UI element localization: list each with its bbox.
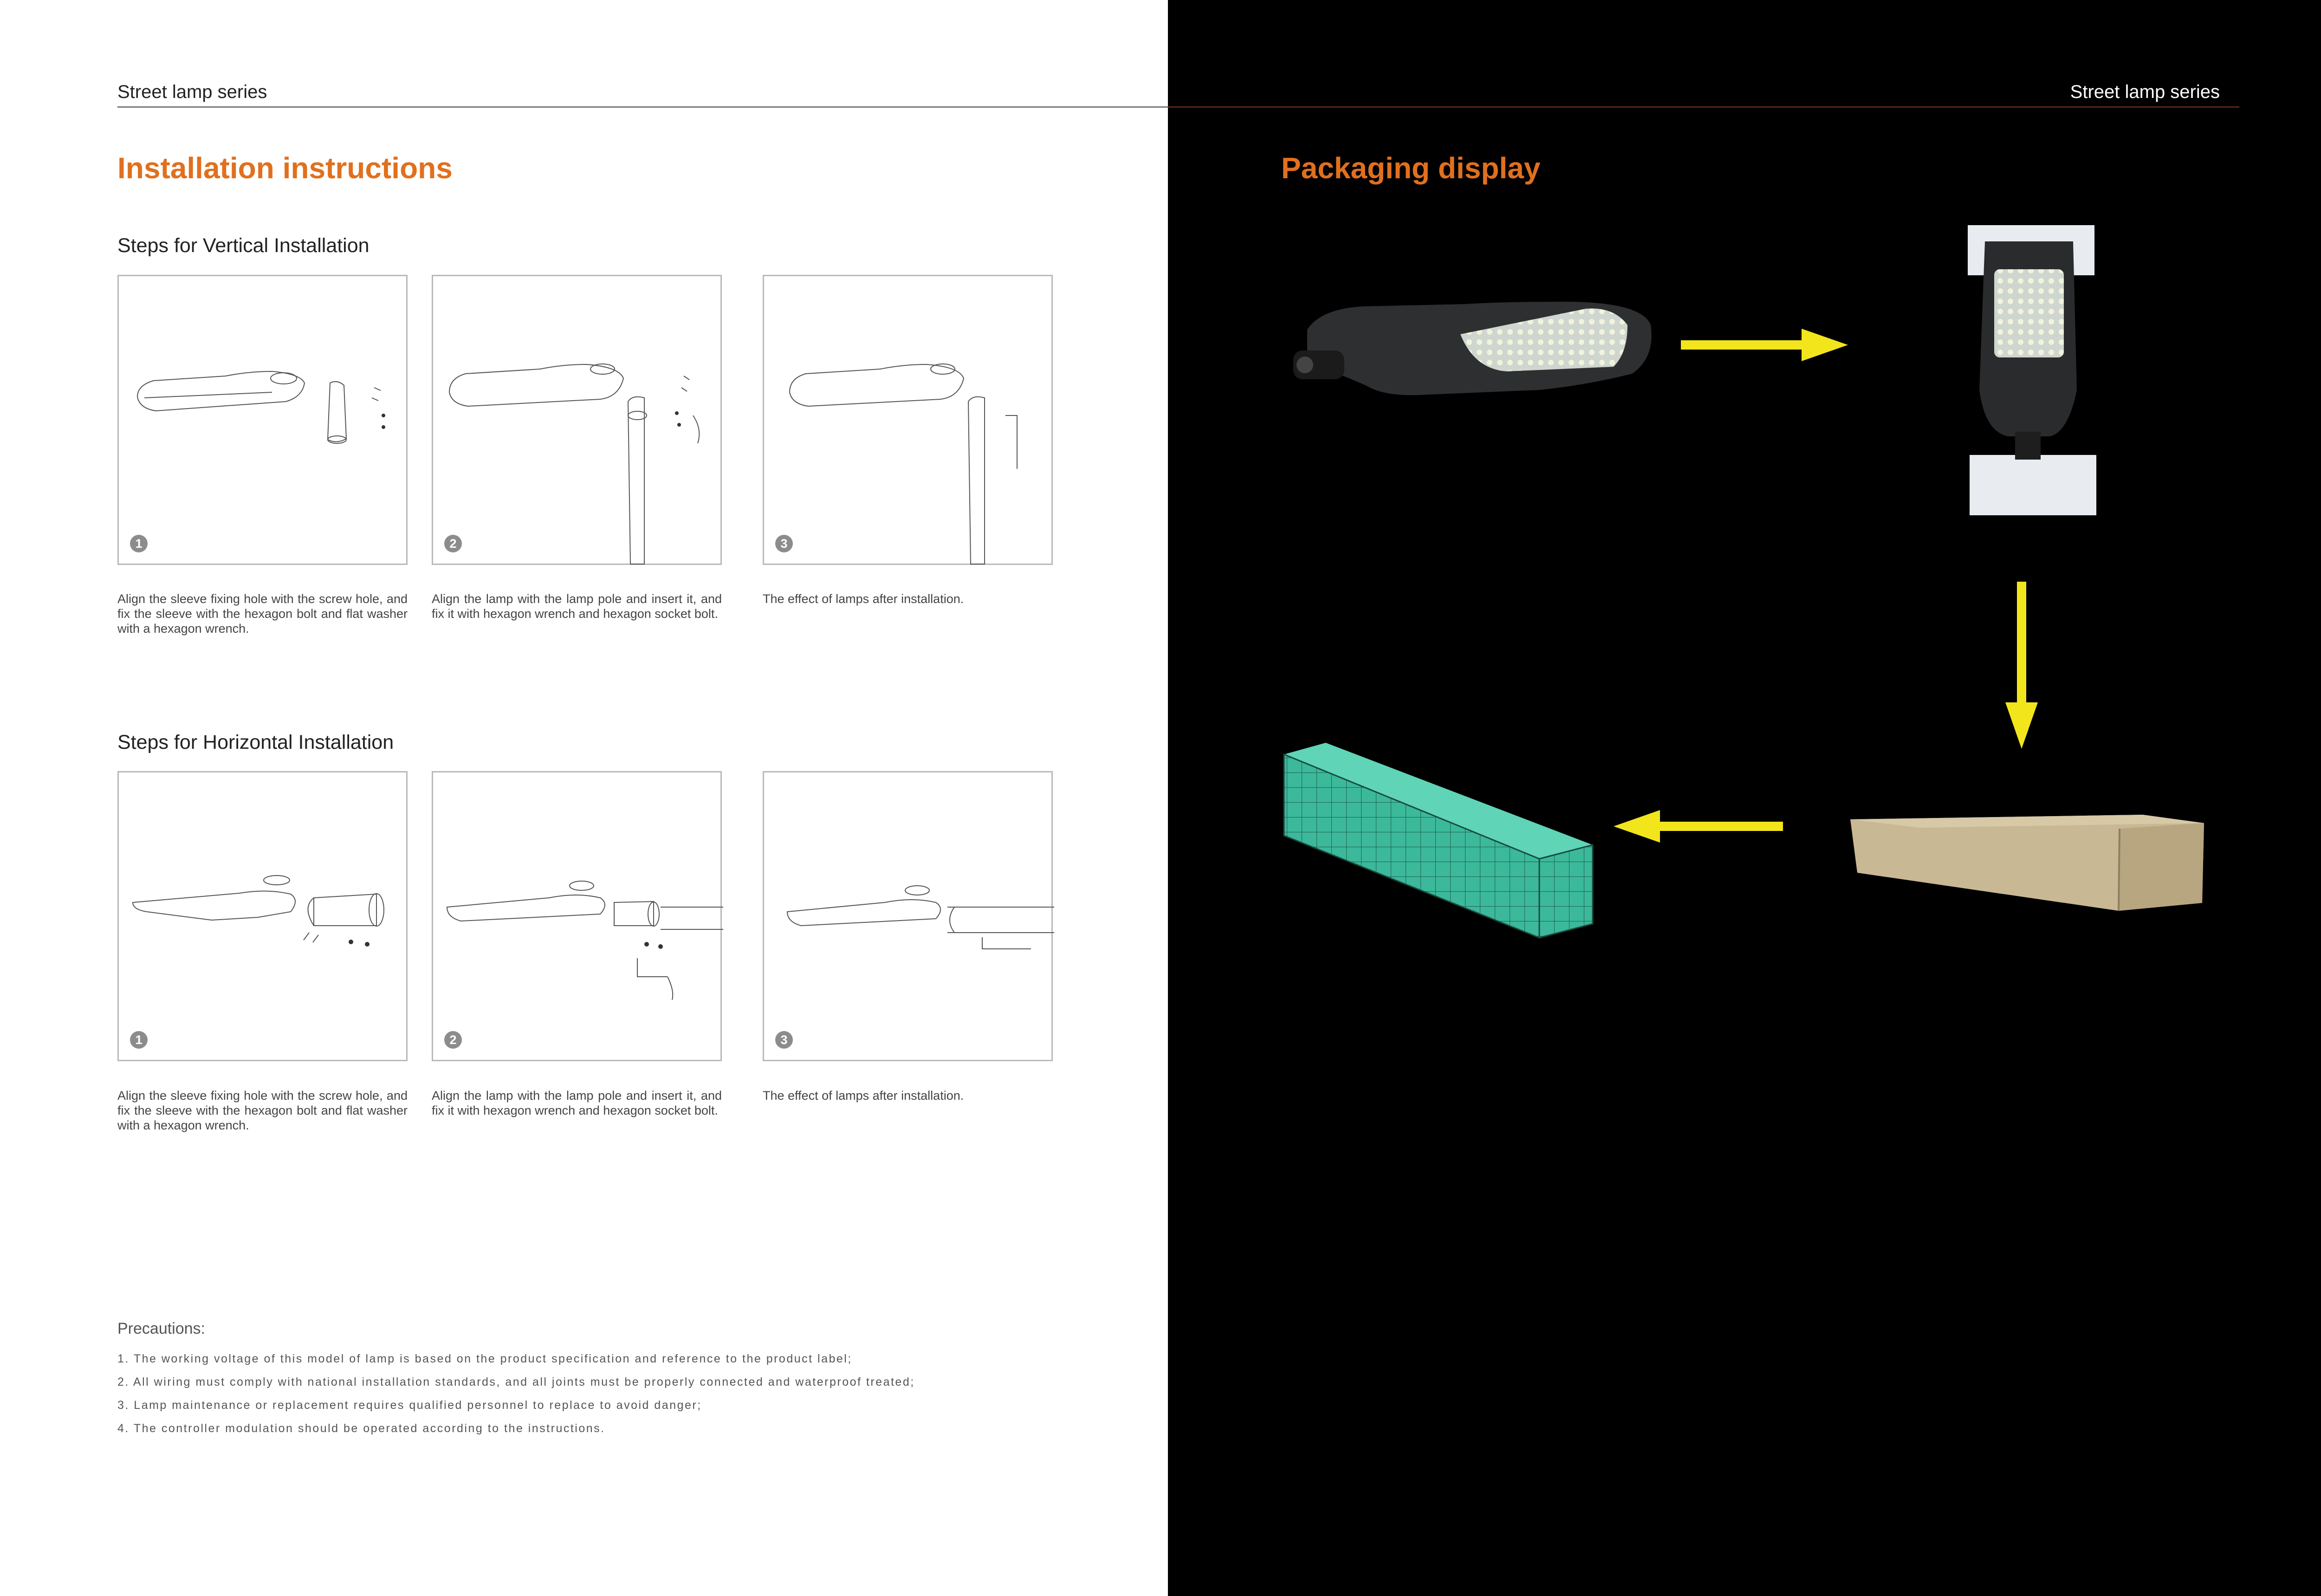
street-lamp-photo [1293, 302, 1652, 395]
horizontal-step-1-caption: Align the sleeve fixing hole with the screw hole, and fix the sleeve with the hexagon bolt and flat washer with a hexagon wrench. [117, 1089, 408, 1132]
vertical-step-1-panel [117, 275, 408, 565]
packaging-graphics [1168, 0, 2321, 1596]
step-number-badge: 2 [444, 1031, 462, 1049]
step-number-badge: 3 [775, 535, 793, 552]
lamp-pole-horizontal-insert-illustration [433, 772, 723, 1063]
vertical-step-1-caption: Align the sleeve fixing hole with the screw hole, and fix the sleeve with the hexagon bolt and flat washer with a hexagon wrench. [117, 592, 408, 636]
precaution-item: 1. The working voltage of this model of lamp is based on the product specification and reference to the product label; [117, 1352, 852, 1365]
horizontal-step-2-panel [432, 771, 722, 1061]
horizontal-step-1-panel [117, 771, 408, 1061]
horizontal-step-3-panel [763, 771, 1053, 1061]
precaution-item: 4. The controller modulation should be operated according to the instructions. [117, 1422, 605, 1435]
step-number-badge: 2 [444, 535, 462, 552]
arrow-down-icon [2005, 582, 2038, 749]
vertical-step-3-panel [763, 275, 1053, 565]
lamp-in-foam-photo [1968, 225, 2096, 515]
packaging-title: Packaging display [1281, 151, 1541, 185]
horizontal-heading: Steps for Horizontal Installation [117, 731, 394, 753]
installation-title: Installation instructions [117, 151, 453, 185]
pallet-stack-render [1284, 743, 1593, 938]
vertical-step-2-caption: Align the lamp with the lamp pole and insert it, and fix it with hexagon wrench and hexagon socket bolt. [432, 592, 722, 621]
vertical-step-3-caption: The effect of lamps after installation. [763, 592, 964, 606]
vertical-step-2-panel [432, 275, 722, 565]
installed-lamp-vertical-illustration [764, 276, 1054, 566]
series-label-right: Street lamp series [2070, 82, 2220, 102]
precaution-item: 2. All wiring must comply with national installation standards, and all joints must be properly connected and waterproof treated; [117, 1375, 915, 1388]
horizontal-step-2-caption: Align the lamp with the lamp pole and insert it, and fix it with hexagon wrench and hexagon socket bolt. [432, 1089, 722, 1117]
installed-lamp-horizontal-illustration [764, 772, 1054, 1063]
precaution-item: 3. Lamp maintenance or replacement requires qualified personnel to replace to avoid danger; [117, 1399, 702, 1412]
lamp-pole-insert-illustration [433, 276, 723, 566]
cardboard-box-photo [1850, 815, 2204, 911]
step-number-badge: 3 [775, 1031, 793, 1049]
arrow-right-icon [1681, 329, 1848, 361]
right-page [1168, 0, 2321, 1596]
series-label-left: Street lamp series [117, 82, 267, 102]
lamp-sleeve-illustration [119, 276, 409, 566]
header-rule-left [117, 106, 1168, 108]
step-number-badge: 1 [130, 1031, 148, 1049]
arrow-left-icon [1614, 810, 1783, 843]
step-number-badge: 1 [130, 535, 148, 552]
lamp-sleeve-horizontal-illustration [119, 772, 409, 1063]
vertical-heading: Steps for Vertical Installation [117, 234, 370, 257]
horizontal-step-3-caption: The effect of lamps after installation. [763, 1089, 964, 1103]
precautions-title: Precautions: [117, 1320, 205, 1337]
